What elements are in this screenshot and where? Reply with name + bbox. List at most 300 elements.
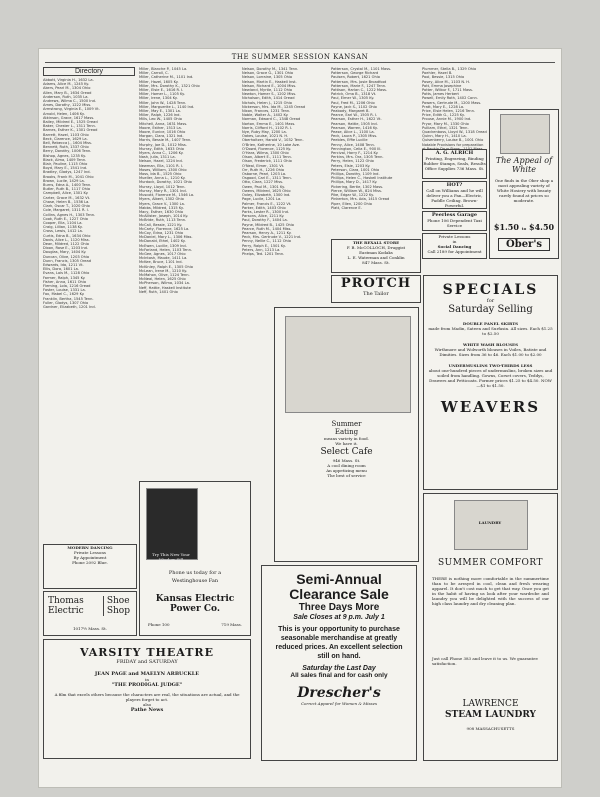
directory-column-4 [331, 67, 421, 257]
directory-entry: Penny, Nellie C., 1112 Ohio [242, 239, 291, 244]
shoe-shop-ad [43, 591, 137, 636]
directory-entry: Oberholtzer, Harold V., 1032 Tenn. [242, 138, 304, 143]
private-in: in [452, 239, 457, 244]
directory-entry: Pinkerton, Mrs. Ada, 1415 Oread [331, 197, 390, 202]
specials-ad [423, 275, 558, 490]
specials-for: for [486, 298, 495, 304]
directory-entry: Nickerson, Mrs. Ida M., 1245 Oread [242, 104, 306, 109]
directory-entry: Butler, Ruth B., 1117 Ohio [43, 187, 91, 192]
directory-entry: Myers, Anna C., 1206 Ky. [139, 151, 184, 156]
directory-entry: O'Hara, Wilma, 1300 Ohio [242, 151, 289, 156]
directory-entry: Peterson, Clara, 1001 Ohio [331, 167, 380, 172]
shoe-right2: Shop [106, 606, 130, 616]
directory-entry: Blair, Pauline, 1115 Ohio [43, 162, 88, 167]
laundry-addr: 908 MASSACHUSETTS [466, 726, 515, 731]
directory-entry: Gardner, Elizabeth, 1201 Ind. [43, 304, 96, 309]
directory-entry: Potter, Wilbur F., 1711 Mass. [422, 88, 474, 93]
shoe-left [48, 596, 84, 616]
directory-entry: Plummer, Stella B., 1329 Ohio [422, 67, 477, 71]
directory-entry: Miller, Mrs. Dorothy K., 1321 Ohio [139, 83, 200, 88]
directory-entry: Cooper, Ella, 1104 La. [43, 220, 83, 225]
price-low: $1.50 [493, 222, 519, 232]
ober-logo: Ober's [498, 238, 550, 251]
directory-entry: Percival, Harry F., 1214 Ky. [331, 151, 379, 156]
sale-days: Three Days More [298, 602, 380, 613]
directory-entry: Peck, Mrs. Gertrude V., 1221 Ind. [242, 235, 302, 240]
directory-entry: Fox, Mabel C., 1629 Ky. [43, 292, 85, 297]
directory-entry: Murray, Edith, 1633 Ohio [139, 146, 184, 151]
drescher-logo: Drescher's [297, 685, 381, 701]
directory-entry: Nelson, Grace G., 1301 Ohio [242, 71, 294, 76]
fan-addr: 719 Mass. [221, 622, 242, 627]
directory-entry: Pearce, Earl W., 1505 R. I. [331, 113, 378, 118]
directory-entry: Piper, Ellen, 1200 Ohio [331, 201, 372, 206]
directory-entry: Craig, Lillian, 1138 Ky. [43, 225, 83, 230]
directory-entry: Pearson, Henry A., 1211 Ky. [242, 230, 292, 235]
sale-closes: Sale Closes at 9 p.m. July 1 [293, 614, 385, 621]
private-line: Social Dancing [437, 244, 472, 249]
laundry-ad [423, 493, 558, 761]
directory-entry: Pike, Edgar W., 1222 Ky. [331, 193, 374, 198]
peerless-name: Peerless Garage [431, 212, 478, 218]
appeal-body: One finds in the Ober shop a most appealing variety of White Hosiery with beauty rarely found at prices so moderate. [494, 178, 554, 203]
dancing-title: MODERN DANCING [67, 545, 113, 550]
directory-entry: Douglas, Mary, 1404 Ky. [43, 250, 87, 255]
appeal-title: The Appeal of White [495, 156, 553, 174]
directory-entry: Olson, Albert E., 1111 Tenn. [242, 155, 292, 160]
hot-title: HOT? [446, 182, 463, 188]
directory-entry: Moore, Eunice, 1016 Ohio [139, 130, 186, 135]
directory-entry: Newland, Myrtle, 1112 Ohio [242, 88, 293, 93]
directory-entry: McNeal, Helen, 1625 Ohio [139, 277, 186, 282]
directory-entry: McDaniel, Mary L., 1306 Miss. [139, 235, 193, 240]
directory-entry: Collins, Agnes H., 1303 Tenn. [43, 212, 96, 217]
directory-column-5 [422, 67, 487, 162]
directory-entry: Osborne, Pearl, 1203 La. [242, 172, 287, 177]
directory-entry: Paul, Elmer W., 1305 Ky. [331, 96, 375, 101]
directory-entry: Phelps, Ted. 1201 Tenn. [242, 251, 285, 256]
alrich-name: A. G. ALRICH [435, 150, 474, 156]
directory-entry: O'Brien, Katherine, 10 Lake Ave. [242, 142, 301, 147]
directory-entry: Miller, Catherine M., 1101 Ind. [139, 75, 194, 80]
shoe-right1: Shoe [106, 596, 130, 606]
directory-entry: Pierce, William W., 824 Miss. [331, 188, 383, 193]
directory-entry: Pearson, Esther H., 1622 Vt. [331, 117, 382, 122]
directory-entry: Paulsen, Robert, 1621 Ohio [331, 75, 380, 80]
directory-entry: Patterson, Mrs. Josie Broadfoot [331, 79, 387, 84]
directory-entry: Davis, Alice L., 1120 Miss. [43, 237, 90, 242]
directory-entry: Price, Elsie Helen, 1216 Tenn. [422, 109, 476, 114]
cafe-l1: Summer [331, 420, 362, 428]
directory-entry: Bennett, Ruth, 1337 Ohio [43, 145, 89, 150]
directory-entry: Muscott, Florence M., 1546 La. [139, 193, 195, 198]
cafe-name: Select Cafe [320, 447, 373, 457]
directory-entry: Miller, Elsie E., 1616 R. I. [139, 88, 184, 93]
directory-entry: Andrews, Wilma C., 1500 Ind. [43, 99, 97, 104]
directory-entry: Peebles, Effie Lucille [331, 138, 368, 143]
directory-list-4 [331, 67, 421, 210]
directory-column-2 [139, 67, 239, 477]
directory-entry: Phillips, Helen C., Haskell Institute [331, 176, 393, 181]
shoe-left1: Thomas [48, 596, 84, 606]
directory-entry: Perry, Ralph E., 1501 Ky. [242, 243, 286, 248]
directory-entry: Pott, Emma Josephine [422, 83, 462, 88]
comfort-title: SUMMER COMFORT [437, 558, 544, 568]
directory-entry: Nelson, Hazel, 1224 Ind. [139, 159, 183, 164]
laundry-name2: STEAM LAUNDRY [445, 710, 536, 720]
directory-entry: Pulliam, Ethel, 1321 Tenn. [422, 125, 469, 130]
drescher-tag: Correct Apparel for Women & Misses [300, 701, 378, 706]
directory-entry: Ames, Dorothy, 1222 Miss. [43, 103, 92, 108]
directory-entry: Pickering, Bertie, 1302 Mass. [331, 184, 384, 189]
specials-title: SPECIALS [442, 282, 539, 298]
ober-ad [489, 109, 559, 259]
directory-entry: Atkinson, Grace, 1617 Mass. [43, 115, 95, 120]
directory-entry: Moses, William, 1300 Ohio [139, 167, 187, 172]
protch-name: PROTCH [340, 276, 412, 291]
directory-entry: Curtis, Edna B., 1634 Ohio [43, 233, 91, 238]
shoe-addr: 1017½ Mass. St. [72, 626, 108, 631]
directory-entry: Miller, Blanche P., 1045 La. [139, 67, 188, 71]
directory-entry: Phillips, Mary D., 1417 Ky. [331, 180, 378, 185]
alrich-ad [422, 149, 487, 179]
directory-entry: Carter, Grace M., 1632 Vt. [43, 195, 91, 200]
directory-entry: Miller, Marguerite L., 1140 Ind. [139, 104, 195, 109]
cafe-l3: means variety in food. [323, 436, 370, 441]
directory-entry: Newton, Homer S., 1202 Miss. [242, 92, 297, 97]
directory-entry: Pearson, Warren, 1416 Ky. [331, 125, 378, 130]
directory-entry: McPherson, Wilma, 1034 La. [139, 281, 190, 286]
directory-entry: Mabbs, Mildred, 1315 Ky. [139, 205, 184, 210]
directory-entry: Ellis, Dora, 1601 La. [43, 267, 79, 272]
directory-entry: Neff, Ruth, 1401 Ohio [139, 289, 178, 294]
directory-entry: Owen, Paul M., 1301 Ky. [242, 184, 285, 189]
directory-entry: McBride, Ruth, 1113 Tenn. [139, 218, 187, 223]
directory-entry: Nelson, Martin E., Haskell Inst. [242, 79, 297, 84]
directory-entry: Peters, Ann, 1213 La. [242, 247, 281, 252]
directory-entry: Macy, Esther, 1630 Ohio [139, 209, 184, 214]
directory-entry: Pease, Alice L., 1100 La. [331, 130, 375, 135]
varsity-stars: JEAN PAGE and MAELYN ARBUCKLE [94, 671, 200, 677]
directory-entry: McDonald, Ethel, 1402 Ky. [139, 239, 186, 244]
directory-entry: Nelson, Lorraine, 1305 Ohio [242, 75, 293, 80]
directory-entry: Miller, Irene, 1304 Ky. [139, 96, 178, 101]
rexall-line3: L. E. Waterman and Conklin [347, 255, 405, 260]
directory-entry: Oakes, Louise, 1021 N. H. [242, 134, 289, 139]
price-to: to [521, 226, 527, 231]
directory-list-2 [139, 67, 239, 294]
cafe-l4: We have it. [335, 441, 358, 446]
directory-entry: Bailey, Mildred E., 1525 Oread [43, 120, 98, 125]
drescher-ad [261, 565, 417, 761]
directory-entry: Patrick, Oma B., 1318 Vt. [331, 92, 377, 97]
directory-entry: Nelson, Dorothy M., 1341 Tenn. [242, 67, 299, 71]
weavers-name: WEAVERS [440, 398, 541, 416]
directory-entry: Campbell, Alice, 1301 Ky. [43, 191, 89, 196]
directory-entry: Patterson, Marie F., 1247 Tenn. [331, 83, 387, 88]
directory-entry: Cross, Lewis, 1412 La. [43, 229, 84, 234]
directory-column-3 [242, 67, 330, 257]
directory-entry: Abbott, Virginia H., 1632 La. [43, 78, 94, 82]
directory-entry: Chase, Helen B., 1536 La. [43, 199, 90, 204]
dancing-phone: Phone 2092 Blue. [72, 560, 108, 565]
directory-entry: Platt, Clarence E. [331, 205, 362, 210]
skirts-heading: DOUBLE PANEL SKIRTS [462, 321, 519, 326]
directory-entry: Duncan, Olive, 1203 Ohio [43, 254, 90, 259]
directory-entry: Pattison, Harlan C., 1222 Mass. [331, 88, 388, 93]
directory-entry: Poehler, Hazel B. [422, 71, 453, 76]
undermuslins-heading: UNDERMUSLINS TWO-THIRDS LESS [448, 363, 533, 368]
directory-entry: Allen, Mary B., 1634 Oread [43, 90, 92, 95]
directory-entry: Quinn, Mary H., 1410 La. [422, 134, 467, 139]
directory-entry: Norman, Edward C., 1348 Oread [242, 117, 301, 122]
fan-badge: Try This New Your Window Sill [152, 552, 190, 562]
fan-illustration [146, 488, 198, 560]
shoe-right [103, 596, 130, 616]
cafe-addr: 946 Mass. St. [332, 458, 361, 463]
varsity-ad [43, 639, 251, 759]
directory-entry: McFarland, Helen, 1103 Tenn. [139, 247, 193, 252]
directory-entry: Barrett, Hazel, 1103 Ohio [43, 132, 89, 137]
private-title: Private Lessons [438, 234, 471, 239]
directory-entry: Bradley, Gladys, 1247 Ind. [43, 170, 91, 175]
laundry-name1: LAWRENCE [462, 699, 519, 709]
comfort-call: Just call Phone 383 and leave it to us. We guarantee satisfaction. [432, 656, 538, 666]
directory-entry: Pratt, Mary E., 1228 La. [422, 104, 465, 109]
directory-entry: Orr, Ruth H., 1226 Ohio [242, 167, 285, 172]
directory-entry: Mills, Leo W., 1405 Ohio [139, 117, 182, 122]
directory-entry: McGee, Agnes, 1017 Ohio [139, 251, 186, 256]
directory-entry: Quackenboss, Lloyd W., 1318 Oread [422, 130, 487, 135]
cafe-l2: Eating [334, 428, 359, 436]
directory-entry: Nash, Julia, 1311 La. [139, 155, 176, 160]
directory-entry: Neff, Hattie, Haskell Institute [139, 285, 191, 290]
shoe-left2: Electric [48, 606, 84, 616]
directory-list-3 [242, 67, 330, 256]
directory-entry: Nelson, Richard E., 1004 Miss. [242, 83, 297, 88]
sale-body: This is your opportunity to purchase seasonable merchandise at greatly reduced prices. An excellent selection still on hand. [275, 626, 403, 660]
directory-entry: Perkins, Mrs. Ora, 1305 Tenn. [331, 155, 384, 160]
directory-entry: Arnold, Helen, 1406 Ky. [43, 111, 85, 116]
directory-entry: Dunn, Francis, 1305 Oread [43, 258, 91, 263]
directory-entry: McKinley, Ralph E., 1305 Ohio [139, 264, 193, 269]
protch-sub: The Tailor [363, 291, 389, 297]
cafe-l9: The best of service [327, 473, 366, 478]
directory-entry: McIntosh, Maude, 1411 La. [139, 256, 188, 261]
directory-entry: Mitchell, Anna, 1631 Mass. [139, 121, 188, 126]
dancing-l2: By Appointment [73, 555, 107, 560]
dancing-l1: Private Lessons [74, 550, 106, 555]
directory-entry: McCoy, Edna, 1231 Ohio [139, 230, 184, 235]
directory-entry: Brown, Lucile, 1429 La. [43, 178, 85, 183]
peerless-phone: Phone 106 Dependent Taxi Service [427, 218, 482, 228]
directory-entry: Dixon, Rose E., 1203 Ind. [43, 246, 89, 251]
laundry-logo: LAUNDRY [478, 520, 502, 525]
directory-entry: Bishop, Agnes, 1235 Ky. [43, 153, 86, 158]
directory-entry: Patterson, Crystal M., 1101 Mass. [331, 67, 392, 71]
directory-entry: Paul, Dorothy F., 1404 La. [242, 218, 288, 223]
directory-entry: Peck, Laura P., 1305 Miss. [331, 134, 378, 139]
directory-entry: O'Neal, Elmer, 1301 Vt. [242, 163, 285, 168]
directory-entry: Newman, Ella, 1101 R. I. [139, 163, 184, 168]
provisions-note: Notable Provisions for preparation [422, 142, 484, 147]
directory-column [43, 67, 135, 337]
select-cafe-ad [274, 307, 419, 562]
peerless-ad [422, 211, 487, 231]
varsity-desc: A film that excels others because the characters are real, the situations are actual, and the players forget to act. [54, 692, 240, 702]
cafe-l7: A cool dining room [327, 463, 366, 468]
directory-entry: Beck, Clarence, 1629 La. [43, 136, 88, 141]
directory-entry: O'Dowd, Florence, 1125 Ky. [242, 146, 292, 151]
directory-entry: Brooks, Frank M., 1041 Ohio [43, 174, 94, 179]
directory-entry: McCarty, Florence, 1625 La. [139, 226, 190, 231]
directory-entry: Parsons, Alice, 1211 Ky. [242, 214, 285, 219]
directory-entry: Miller, May E., 1301 La. [139, 109, 181, 114]
directory-entry: Murdock, Dorothy, 1021 Ohio [139, 180, 192, 185]
directory-entry: Peters, Elsie, 1203 Ky. [331, 163, 371, 168]
directory-entry: Otto, Clara, 1227 Miss. [242, 180, 284, 185]
directory-entry: Olson, Frederick, 1111 Ohio [242, 159, 292, 164]
blouses-body: Wirthmore and Wolworth blouses in Voiles, Batiste and Dimities. Sizes from 36 to 46. Each $1.00 to $2.00 [434, 347, 547, 357]
directory-entry: Nicholson, Edith, 1414 Oread [242, 96, 295, 101]
varsity-film: "THE PRODIGAL JUDGE" [111, 682, 183, 688]
directory-entry: Clark, Oscar T., 1020 Ohio [43, 204, 90, 209]
directory-entry: Oxley, Elizabeth, 1300 Ind. [242, 193, 291, 198]
directory-entry: Pryor, Mary M., 1330 Ohio [422, 121, 469, 126]
directory-entry: Peabody, Margaret B. [331, 109, 370, 114]
directory-entry: Nichols, Helen J., 1215 Ohio [242, 100, 292, 105]
directory-entry: McCall, Bessie, 1221 Ky. [139, 222, 183, 227]
directory-entry: Penny, Alice, 1408 Tenn. [331, 142, 375, 147]
directory-entry: Akers, Pearl M., 1304 Ohio [43, 86, 91, 91]
directory-list [43, 78, 135, 309]
varsity-news: Pathe News [130, 707, 164, 713]
rexall-line1: F. B. McCOLLOCH, Druggist [346, 245, 406, 250]
sale-title1: Semi-Annual [296, 571, 382, 587]
directory-entry: Barnes, Esther K., 1301 Oread [43, 128, 98, 133]
directory-entry: Myers, Grace V., 1300 La. [139, 201, 185, 206]
dancing-ad [43, 544, 137, 589]
directory-entry: Black, Alma, 1409 Tenn. [43, 157, 87, 162]
directory-title: Directory [43, 67, 135, 76]
directory-entry: Pool, Bessie, 1315 Ohio [422, 75, 465, 80]
directory-entry: Miller, Ralph, 1226 Ind. [139, 113, 181, 118]
kansas-electric-ad [139, 481, 251, 636]
varsity-title: VARSITY THEATRE [80, 646, 214, 659]
directory-entry: Mueller, Anna L., 1210 Ky. [139, 176, 186, 181]
dining-illustration [285, 316, 411, 413]
undermuslins-body: about one-hundred pieces of undermuslins, broken sizes and soiled from handling. Gowns, Corset covers, Teddys, Drawers and Petticoats. Former prices $1.25 to $4.50. NOW—$1 to $1.50. [428, 368, 553, 388]
protch-ad [331, 275, 421, 303]
directory-entry: Anderson, Ruth, 1035 La. [43, 94, 89, 99]
blouses-heading: WHITE WASH BLOUSES [463, 342, 518, 347]
fan-company: Kansas Electric Power Co. [155, 594, 235, 614]
laundry-basket-illustration [454, 500, 528, 550]
newspaper-page [38, 48, 562, 788]
directory-entry: Armstrong, Virginia E., 1009 Vt. [43, 107, 100, 112]
directory-entry: Palmer, Francis E., 1222 Vt. [242, 201, 292, 206]
directory-entry: Noble, Walter A., 1402 Ky. [242, 113, 289, 118]
rexall-ad [331, 239, 421, 273]
directory-entry: Quisenberry, Louise B., 1001 Ohio [422, 138, 484, 143]
directory-entry: Cook, Ruth E., 1227 Ohio [43, 216, 89, 221]
fan-line2: Westinghouse Fan [171, 578, 219, 584]
directory-entry: Moss, Ida B., 1525 Ohio [139, 172, 182, 177]
directory-entry: McEwen, Lucille, 1309 Ind. [139, 243, 187, 248]
directory-entry: McMahon, Olive, 1124 Tenn. [139, 272, 190, 277]
header-rule [45, 62, 555, 63]
directory-entry: Miller, Hazel, 1605 Ky. [139, 79, 179, 84]
directory-entry: Miller, Carroll, C. [139, 71, 169, 76]
directory-entry: Baker, Chester L., 1311 Tenn. [43, 124, 96, 129]
directory-entry: Osgood, Carl E., 1311 Tenn. [242, 176, 292, 181]
directory-entry: McAllister, Joseph, 1014 Ky. [139, 214, 189, 219]
directory-entry: Bell, Rebecca J., 1604 Miss. [43, 141, 93, 146]
directory-entry: Patterson, George Richard [331, 71, 379, 76]
directory-entry: Myers, Albert, 1302 Ohio [139, 197, 184, 202]
varsity-sub: FRIDAY and SATURDAY [116, 659, 178, 665]
directory-entry: Berry, Dorothy, 1006 Tenn. [43, 149, 92, 154]
directory-entry: Posey, Alice M., 1103 N. H. [422, 79, 471, 84]
directory-entry: Morgan, Clara, 1321 Ind. [139, 134, 184, 139]
appeal-prices [492, 222, 556, 232]
directory-entry: Paul, Fred M., 1206 Ohio [331, 100, 375, 105]
directory-entry: Fuller, Gladys, 1307 Ohio [43, 300, 89, 305]
directory-entry: Parker, Edith, 1403 Ohio [242, 205, 286, 210]
directory-entry: Norris, Clifford H., 1102 R. I. [242, 125, 293, 130]
directory-entry: Pearce, Ruth M., 1404 Miss. [242, 226, 292, 231]
directory-column-cont [43, 339, 135, 539]
directory-entry: Morris, Bessie M., 1407 Tenn. [139, 138, 192, 143]
directory-entry: Boyd, Mary E., 1541 Ind. [43, 166, 88, 171]
rexall-line5: 847 Mass. St. [362, 260, 390, 265]
directory-entry: Burns, Edna A., 1400 Tenn. [43, 183, 92, 188]
directory-entry: Murray, Lloyd, 1012 Tenn. [139, 184, 186, 189]
directory-entry: Murphy, Joe D., 1012 Miss. [139, 142, 187, 147]
hot-body: Call on Williams and he will deliver you a Fan—Electric, Paddle Ceiling. Brown-Powerful. [426, 188, 483, 208]
directory-entry: Murray, Mary R., 1301 Ind. [139, 188, 187, 193]
directory-entry: Nye, Ruby May, 1200 La. [242, 130, 287, 135]
directory-entry: Owens, Mildred, 1625 Ohio [242, 188, 291, 193]
alrich-lines: Printing, Engraving, Binding Rubber Stamps, Seals, Results Office Supplies 736 Mass. St. [423, 156, 486, 171]
directory-entry: Payne, Mildred B., 1425 Ohio [242, 222, 295, 227]
comfort-body: THERE is nothing more comfortable in the summertime than to be arrayed in cool, clean and fresh wearing apparel. It don't cost much to get that way. Once you get in the habit of having us look after your wardrobe and laundry you will be delighted with the success of our high class laundry and dry cleaning plan. [432, 576, 549, 606]
directory-entry: Moore, Esther, 1513 La. [139, 125, 182, 130]
sale-final: All sales final and for cash only [290, 672, 388, 679]
private-lessons-ad [422, 233, 487, 259]
directory-entry: Phillips, Dorothy, 1109 Ind. [331, 172, 380, 177]
directory-entry: McKee, Bruce, 1101 Ind. [139, 260, 183, 265]
hot-ad [422, 181, 487, 209]
rexall-title: THE REXALL STORE [352, 240, 400, 245]
directory-entry: Evans, Lois M., 1128 Ohio [43, 271, 90, 276]
directory-entry: Farmer, Ralph, 1345 Ky. [43, 275, 86, 280]
cafe-l8: An appetizing menu [326, 468, 367, 473]
directory-entry: Pearson, Hattie, 1505 Ind. [331, 121, 378, 126]
fan-line1: Phone us today for a [168, 570, 222, 576]
directory-entry: Page, Lucile, 1201 La. [242, 197, 282, 202]
directory-entry: Cole, Margaret, 1311 R. I. [43, 208, 89, 213]
directory-entry: Prouse, Annie M., 1900 Ind. [422, 117, 472, 122]
directory-entry: Norton, Emma E., 1401 Mass. [242, 121, 296, 126]
fan-phone: Phone 100 [148, 622, 170, 627]
directory-entry: Pennington, Celia E., 900 Ill. [331, 146, 382, 151]
sale-title2: Clearance Sale [289, 586, 389, 602]
directory-entry: Edwards, Ida, 1211 Vt. [43, 262, 84, 267]
directory-entry: McLean, Irene M., 1210 Ky. [139, 268, 187, 273]
directory-entry: Franklin, Bertha, 1545 Tenn. [43, 296, 94, 301]
varsity-also: also [142, 702, 152, 707]
